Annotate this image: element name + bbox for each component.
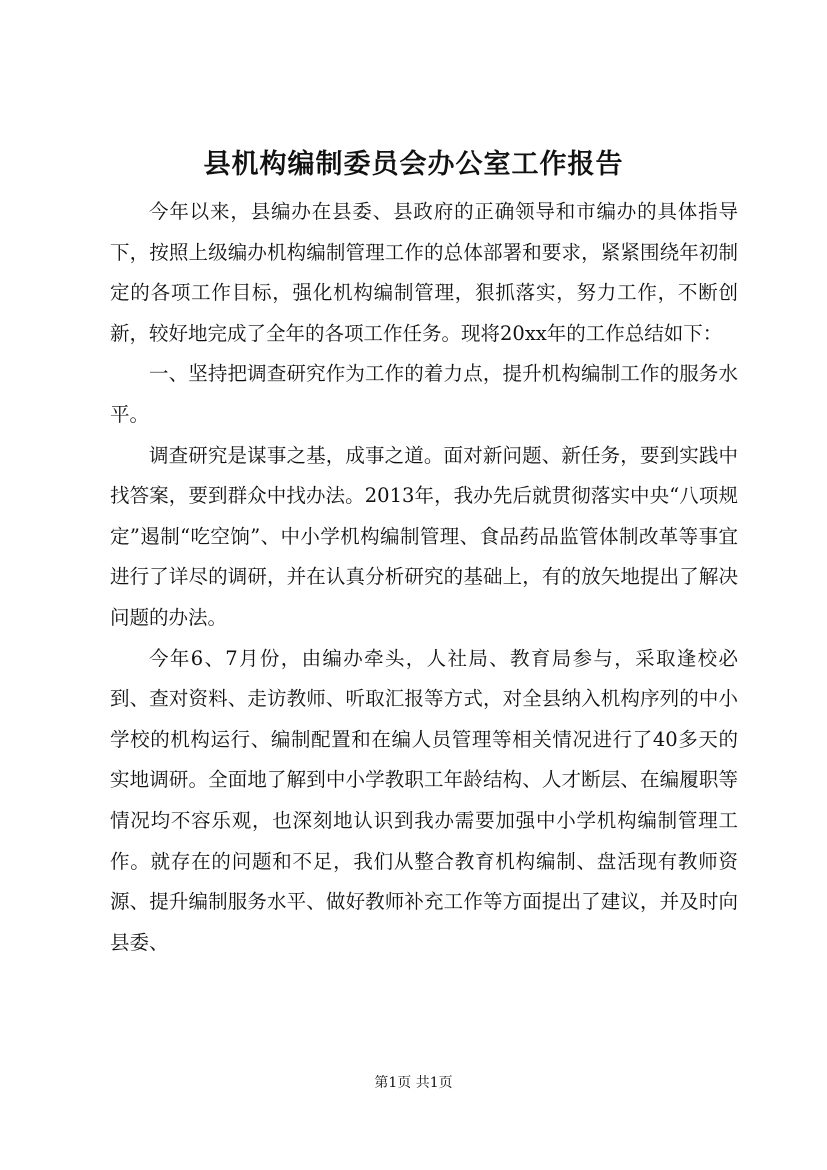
paragraph-research: 调查研究是谋事之基，成事之道。面对新问题、新任务，要到实践中找答案，要到群众中找办法。2013年，我办先后就贯彻落实中央“八项规定”遏制“吃空饷”、中小学机构编制管理、食品药品监管体制改革等事宜进行了详尽的调研，并在认真分析研究的基础上，有的放矢地提出了解决问题的办法。	[110, 443, 738, 629]
page-footer: 第1页 共1页	[374, 1075, 453, 1091]
paragraph-intro: 今年以来，县编办在县委、县政府的正确领导和市编办的具体指导下，按照上级编办机构编制管理工作的总体部署和要求，紧紧围绕年初制定的各项工作目标，强化机构编制管理，狠抓落实，努力工作，不断创新，较好地完成了全年的各项工作任务。现将20xx年的工作总结如下：	[110, 200, 738, 345]
document-title: 县机构编制委员会办公室工作报告	[203, 149, 624, 180]
document-body	[110, 192, 738, 963]
paragraph-school-survey: 今年6、7月份，由编办牵头，人社局、教育局参与，采取逢校必到、查对资料、走访教师、听取汇报等方式，对全县纳入机构序列的中小学校的机构运行、编制配置和在编人员管理等相关情况进行了40多天的实地调研。全面地了解到中小学教职工年龄结构、人才断层、在编履职等情况均不容乐观，也深刻地认识到我办需要加强中小学机构编制管理工作。就存在的问题和不足，我们从整合教育机构编制、盘活现有教师资源、提升编制服务水平、做好教师补充工作等方面提出了建议，并及时向县委、	[110, 646, 738, 954]
paragraph-section-heading-1: 一、坚持把调查研究作为工作的着力点，提升机构编制工作的服务水平。	[110, 362, 738, 426]
